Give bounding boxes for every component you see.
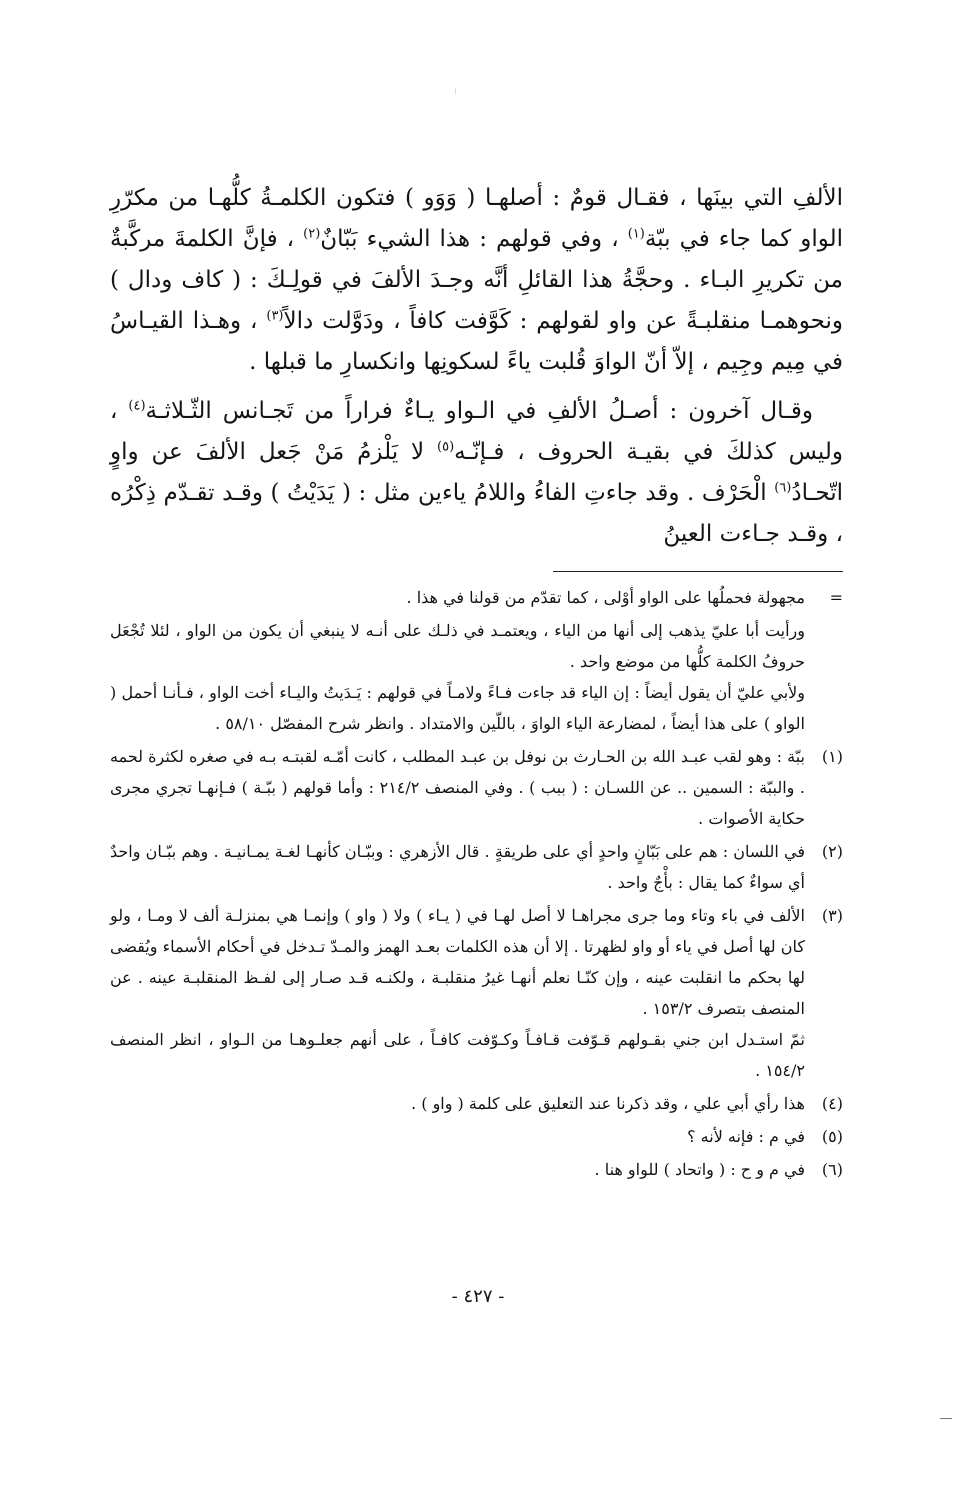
footnote-reference: (٦)	[774, 480, 792, 496]
footnote-marker: (٤)	[821, 1094, 843, 1113]
body-text-run: ، وهـذا القيـاسُ في مِيم وجِيم ، إلاّ أنّ الواوَ قُلبت ياءً لسكونِها وانكسارِ ما قبلها .	[110, 308, 843, 375]
footnote-marker: (٣)	[821, 906, 843, 925]
footnote-reference: (١)	[627, 226, 645, 242]
footnote-text: هذا رأي أبي علي ، وقد ذكرنا عند التعليق على كلمة ( واو ) .	[411, 1094, 805, 1113]
footnote-marker: =	[829, 588, 843, 607]
footnote-body	[110, 1154, 805, 1185]
footnote-text: في م و ح : ( واتحاد ) للواو هنا .	[594, 1160, 805, 1179]
footnote-marker: (٥)	[821, 1127, 843, 1146]
page-number: - ٤٢٧ -	[451, 1286, 505, 1307]
footnote-marker: (٢)	[821, 842, 843, 861]
footnote-separator	[553, 571, 843, 572]
body-text-run: ، وليس كذلكَ في بقيـة الحروف ، فـإنّـه	[110, 398, 843, 465]
footnote	[110, 1121, 843, 1152]
footnote	[110, 615, 843, 739]
footnote-reference: (٥)	[437, 439, 455, 455]
footnotes	[110, 582, 843, 1185]
body-paragraph	[110, 178, 843, 383]
footnote-text: في م : فإنه لأنه ؟	[687, 1127, 805, 1146]
footnote	[110, 1154, 843, 1185]
footnote-text: مجهولة فحملُها على الواو أوْلى ، كما تقدّم من قولنا في هذا .	[406, 588, 805, 607]
body-text-run: لا يَلْزمُ مَنْ جَعل الألفَ عن واوٍ اتّحـادُ	[110, 439, 843, 506]
footnote-text: الألف في باء وتاء وما جرى مجراهـا لا أصل لهـا في ( يـاء ) ولا ( واو ) وإنمـا هي بمنزلـة ألف لا ومـا ، ولو كان لها أصل في ياء أو واو لظهرتا . إلا أن هذه الكلمات بعـد الهمز والمـدّ تـدخل في أحكام الأسماء ويُقضى لها بحكم ما انقلبت عينه ، وإن كنّـا نعلم أنهـا غيرُ منقلبـة ، ولكنـه قـد صـار إلى لفـظ المنقلبـة عينه . عن المنصف بتصرف ١٥٣/٢ .	[110, 906, 806, 1018]
footnote-text: ثمّ استـدل ابن جني بقـولهم قـوّفت قـافـاً وكـوّفت كافـاً ، على أنهم جعلـوهـا من الـواو ، انظر المنصف ١٥٤/٢ .	[110, 1030, 805, 1080]
footnote-text: في اللسان : هم على بَبّانٍ واحدٍ أي على طريقةٍ . قال الأزهري : وببّـان كأنهـا لغـة يمـانيـة . وهم ببّـان واحدٌ أي سواءٌ كما يقال : بأْجٌ واحد .	[110, 842, 805, 892]
page-content	[110, 178, 843, 1187]
footnote-reference: (٤)	[128, 398, 146, 414]
footnote	[110, 836, 843, 898]
footnote-text: ولأبي عليّ أن يقول أيضاً : إن الياء قد جاءت فـاءً ولامـاً في قولهم : يَـدَيتُ واليـاء أخت الواو ، فـأنـا أحمل ( الواو ) على هذا أيضاً ، لمضارعة الياء الواوَ ، باللّين والامتداد . وانظر شرح المفصّل ٥٨/١٠ .	[110, 683, 805, 733]
footnote-reference: (٣)	[266, 308, 284, 324]
footnote	[110, 1088, 843, 1119]
scan-mark	[455, 88, 456, 94]
body-text-run: الْحَرْف . وقد جاءتِ الفاءُ واللامُ ياءين مثل : ( يَدَيْتُ ) وقـد تقـدّم ذِكْرُه ، وقـد جـاءت العينُ	[110, 480, 843, 547]
footnote	[110, 582, 843, 613]
body-text-run: ، وفي قولهم : هذا الشيء بَبّانٌ	[320, 226, 628, 252]
body-text-run: ، فإنَّ الكلمةَ مركَّبةٌ من تكريرِ البـاء . وحجَّةُ هذا القائلِ أنَّه وجـدَ الألفَ في قولِـكَ : ( كاف ودال ) ونحوهمـا منقلبـةً عن واو لقولهم : كَوَّفت كافاً ، ودَوَّلت دالاً	[110, 226, 844, 334]
main-text	[110, 178, 843, 555]
footnote	[110, 741, 843, 834]
footnote-body	[110, 582, 805, 613]
footnote-body	[110, 1121, 805, 1152]
footnote-reference: (٢)	[303, 226, 321, 242]
footnote-text: ببّة : وهو لقب عبـد الله بن الحـارث بن نوفل بن عبـد المطلب ، كانت أمّـه لقبتـه بـه في صغره لكثرة لحمه . والببّة : السمين .. عن اللسـان : ( ببب ) . وفي المنصف ٢١٤/٢ : وأما قولهم ( ببّـة ) فـإنهـا تجري مجرى حكاية الأصوات .	[110, 747, 806, 828]
footnote-body	[110, 836, 805, 898]
edge-mark	[940, 1418, 952, 1419]
footnote	[110, 900, 843, 1086]
footnote-text: ورأيت أبا عليّ يذهب إلى أنها من الياء ، ويعتمـد في ذلـك على أنـه لا ينبغي أن يكون من الواو ، لئلا تُجْعَل حروفُ الكلمة كلُّها من موضع واحد .	[110, 621, 805, 671]
body-text-run: الألفِ التي بينَها ، فقـال قومٌ : أصلهـا ( وَوَو ) فتكون الكلمـةُ كلُّهـا من مكرّرِ الواو كما جاء في ببّة	[110, 185, 843, 252]
footnote-body	[110, 615, 805, 739]
footnote-marker: (١)	[821, 747, 843, 766]
footnote-body	[110, 741, 805, 834]
body-text-run: وقـال آخرون : أصـلُ الألفِ في الـواو يـاءٌ فراراً من تَجـانس الثّـلاثـة	[145, 398, 813, 424]
footnote-marker: (٦)	[821, 1160, 843, 1179]
footnote-body	[110, 900, 805, 1086]
body-paragraph	[110, 391, 843, 555]
footnote-body	[110, 1088, 805, 1119]
